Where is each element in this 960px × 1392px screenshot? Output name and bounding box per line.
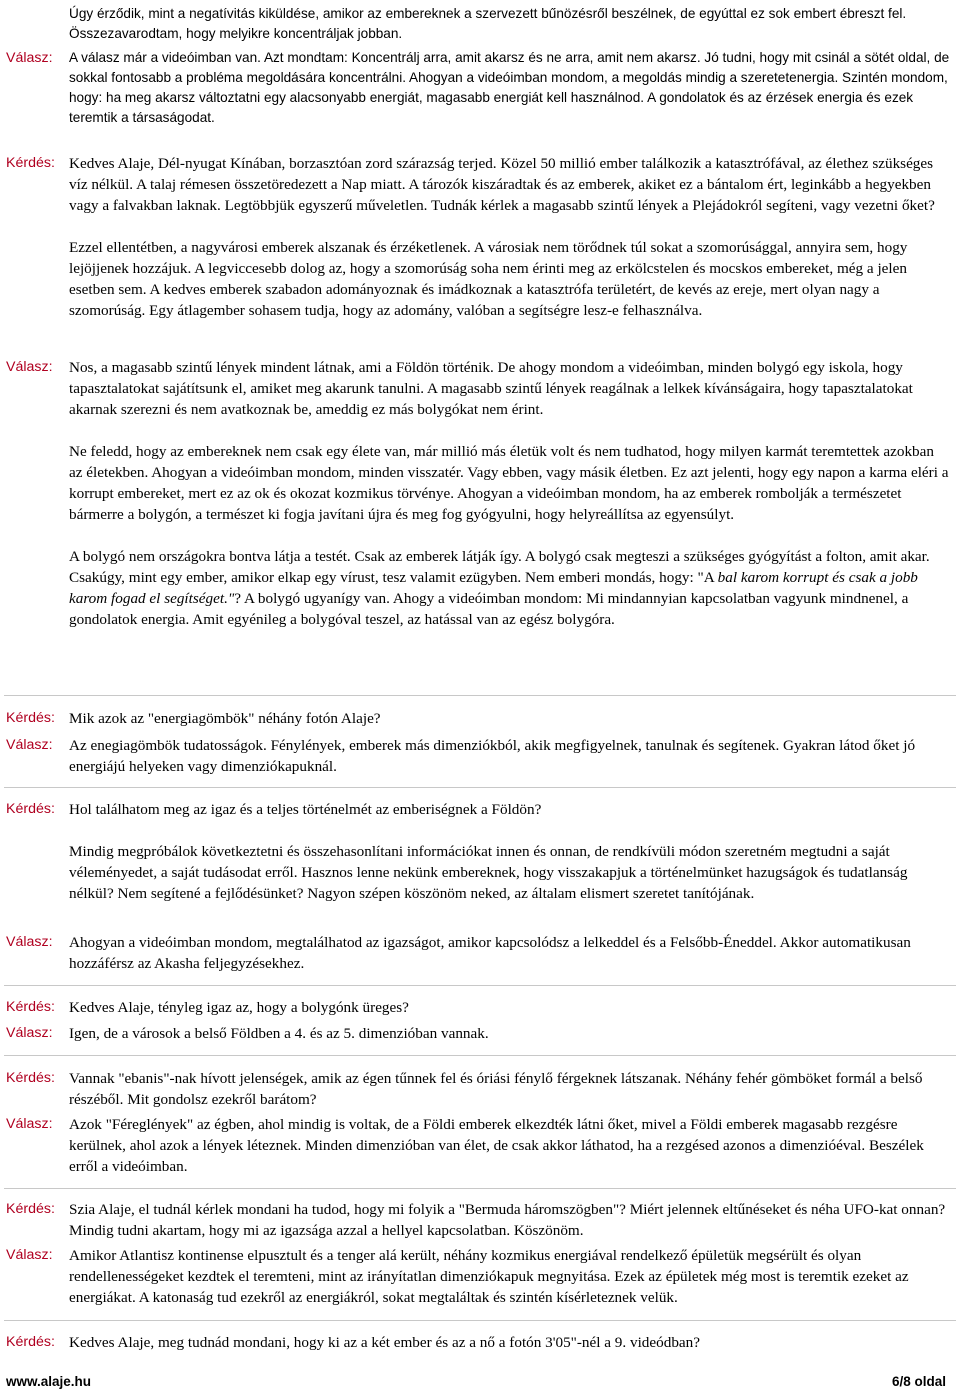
answer-label: Válasz:	[6, 50, 53, 66]
question-8	[0, 1332, 960, 1353]
divider	[4, 985, 956, 986]
question-label: Kérdés:	[6, 999, 55, 1015]
answer-2	[0, 357, 960, 630]
question-2	[0, 153, 960, 321]
question-label: Kérdés:	[6, 1334, 55, 1350]
question-5-text: Kedves Alaje, tényleg igaz az, hogy a bolygónk üreges?	[69, 999, 409, 1016]
answer-2-paragraph-3	[69, 546, 951, 630]
question-label: Kérdés:	[6, 1201, 55, 1217]
answer-7	[0, 1245, 960, 1308]
answer-2-paragraph-1: Nos, a magasabb szintű lények mindent látnak, ami a Földön történik. De ahogy mondom a videóimban, minden bolygó egy iskola, hogy tapasztalatokat sajátítsunk el, amiket meg akarunk tanulni. A magasabb szintű lények reagálnak a lelkek kívánságaira, hogy tapasztalatokat akarnak szerezni és nem avatkoznak be, ameddig ez más bolygókat nem érint.	[69, 359, 913, 418]
divider	[4, 695, 956, 696]
answer-4	[0, 932, 960, 974]
question-label: Kérdés:	[6, 710, 55, 726]
answer-label: Válasz:	[6, 1247, 53, 1263]
answer-label: Válasz:	[6, 1025, 53, 1041]
question-7	[0, 1199, 960, 1241]
answer-5-text: Igen, de a városok a belső Földben a 4. és az 5. dimenzióban vannak.	[69, 1025, 489, 1042]
answer-2-text	[69, 357, 951, 630]
intro-text: Úgy érződik, mint a negatívitás kiküldése, amikor az embereknek a szervezett bűnözésről beszélnek, de egyúttal ez sok embert ébreszt fel. Összezavarodtam, hogy melyikre koncentráljak jobban.	[69, 6, 907, 41]
question-label: Kérdés:	[6, 801, 55, 817]
answer-label: Válasz:	[6, 1116, 53, 1132]
question-4-paragraph-2: Mindig megpróbálok következtetni és összehasonlítani információkat innen és onnan, de rendkívüli módon szeretném megtudni a saját véleményedet, a saját tudásodat erről. Hasznos lenne nekünk embereknek, hogy visszakapjuk a történelmünket hazugságok és tudatlanság nélkül? Nem segítené a fejlődésünket? Nagyon szépen köszönöm neked, az általam elismert szeretet tanítójának.	[69, 843, 908, 902]
question-7-text: Szia Alaje, el tudnál kérlek mondani ha tudod, hogy mi folyik a "Bermuda háromszögben"? Miért jelennek eltűnéseket és néha UFO-kat onnan? Mindig tudni akartam, hogy mi az igazsága azzal a hellyel kapcsolatban. Köszönöm.	[69, 1201, 946, 1239]
question-6-text: Vannak "ebanis"-nak hívott jelenségek, amik az égen tűnnek fel és óriási fénylő férgeknek látszanak. Néhány fehér gömböket formál a belső részéből. Mit gondolsz ezekről barátom?	[69, 1070, 923, 1108]
answer-4-text: Ahogyan a videóimban mondom, megtalálhatod az igazságot, amikor kapcsolódsz a lelkeddel és a Felsőbb-Éneddel. Akkor automatikusan hozzáférsz az Akasha feljegyzésekhez.	[69, 934, 911, 972]
divider	[4, 787, 956, 788]
answer-7-text: Amikor Atlantisz kontinense elpusztult és a tenger alá került, néhány kozmikus energiával rendelkező épületük megsérült és olyan rendellenességeket kezdtek el teremteni, mint az irányítatlan dimenziókapuk megnyitása. Ezek az épületek még most is teremtik ezeket az energiákat. A katonaság tud ezekről az energiákról, sokat megtaláltak és szintén kísérleteznek velük.	[69, 1247, 909, 1306]
answer-2-p3-end: ? A bolygó ugyanígy van. Ahogy a videóimban mondom: Mi mindannyian kapcsolatban vagyunk mindnenel, a gondolatok energia. Amit egyénileg a bolygóval teszel, az hatással van az egész bolygóra.	[69, 590, 909, 628]
question-2-text	[69, 153, 951, 321]
divider	[4, 1055, 956, 1056]
answer-2-p3-start: A bolygó nem országokra bontva látja a testét. Csak az emberek látják így. A bolygó csak megteszi a szükséges gyógyítást a folton, amit akar. Csakúgy, mint egy ember, amikor elkap egy vírust, tesz valamit ezügyben. Nem emberi mondás, hogy: "A	[69, 548, 930, 586]
answer-6-text: Azok "Féreglények" az égben, ahol mindig is voltak, de a Földi emberek elkezdték látni őket, mivel a Földi emberek magasabb rezgésre kerülnek, ahol azok a lények léteznek. Minden dimenzióban van élet, de csak akkor láthatod, ha a rezgésed azonos a dimenzióéval. Beszélek erről a videóimban.	[69, 1116, 924, 1175]
answer-label: Válasz:	[6, 934, 53, 950]
question-4-text	[69, 799, 951, 904]
answer-label: Válasz:	[6, 737, 53, 753]
question-2-paragraph-2: Ezzel ellentétben, a nagyvárosi emberek alszanak és érzéketlenek. A városiak nem törődnek túl sokat a szomorúsággal, annyira sem, hogy lejöjjenek hozzájuk. A legviccesebb dolog az, hogy a szomorúság soha nem érinti meg az erkölcstelen és mocskos embereket, még a jelen esetben sem. A kedves emberek szabadon adományoznak és imádkoznak a katasztrófa területért, de kevés az ereje, mert olyan nagy a szomorúság. Egy átlagember sohasem tudja, hogy az adomány, valóban a segítségre lesz-e felhasználva.	[69, 239, 908, 319]
question-6	[0, 1068, 960, 1110]
answer-6	[0, 1114, 960, 1177]
divider	[4, 1188, 956, 1189]
answer-3-text: Az enegiagömbök tudatosságok. Fénylények, emberek más dimenziókból, akik megfigyelnek, tanulnak és segítenek. Gyakran látod őket jó energiájú helyeken vagy dimenziókapuknál.	[69, 737, 916, 775]
answer-3	[0, 735, 960, 777]
question-label: Kérdés:	[6, 155, 55, 171]
intro-question-continuation	[0, 4, 960, 44]
question-label: Kérdés:	[6, 1070, 55, 1086]
page-footer	[0, 1372, 960, 1392]
answer-2-paragraph-2: Ne feledd, hogy az embereknek nem csak egy élete van, már millió más életük volt és nem tudhatod, hogy milyen karmát teremtettek azokban az életekben. Ahogyan a videóimban mondom, minden visszatér. Vagy ebben, vagy másik életben. Ez azt jelenti, hogy egy napon a karma eléri a korrupt embereket, mert ez az ok és okozat kozmikus törvénye. Ahogyan a videóimban mondom, ha az emberek rombolják a természetet bármerre a bolygón, a természet ki fogja javítani újra és meg fog gyógyulni, hogy helyreállítsa az egyensúlyt.	[69, 443, 949, 523]
footer-site-link[interactable]: www.alaje.hu	[6, 1374, 92, 1389]
question-8-text: Kedves Alaje, meg tudnád mondani, hogy ki az a két ember és az a nő a fotón 3'05"-nél a 9. videódban?	[69, 1334, 700, 1351]
question-3	[0, 708, 960, 729]
answer-5	[0, 1023, 960, 1044]
answer-1-text: A válasz már a videóimban van. Azt mondtam: Koncentrálj arra, amit akarsz és ne arra, amit nem akarsz. Jó tudni, hogy mit csinál a sötét oldal, de sokkal fontosabb a probléma megoldására koncentrálni. Ahogyan a videóimban mondom, a megoldás mindig a szeretetenergia. Szintén mondom, hogy: ha meg akarsz változtatni egy alacsonyabb energiát, magasabb energiát kell használnod. A gondolatok és az érzések energia és ezek teremtik a társaságodat.	[69, 50, 950, 125]
footer-page-number: 6/8 oldal	[891, 1374, 946, 1389]
answer-1	[0, 48, 960, 128]
question-4	[0, 799, 960, 904]
answer-label: Válasz:	[6, 359, 53, 375]
divider	[4, 1320, 956, 1321]
question-5	[0, 997, 960, 1018]
question-3-text: Mik azok az "energiagömbök" néhány fotón Alaje?	[69, 710, 381, 727]
question-2-paragraph-1: Kedves Alaje, Dél-nyugat Kínában, borzasztóan zord szárazság terjed. Közel 50 millió ember találkozik a katasztrófával, az élethez szükséges víz nélkül. A talaj rémesen összetöredezett a Nap miatt. A tározók kiszáradtak és az emberek, akiket ez a bántalom ért, leginkább a hegyekben vagy a falvakban laknak. Legtöbbjük egyszerű műveletlen. Tudnák kérlek a magasabb szintű lények a Plejádokról segíteni, vagy vezetni őket?	[69, 155, 935, 214]
question-4-paragraph-1: Hol találhatom meg az igaz és a teljes történelmét az emberiségnek a Földön?	[69, 801, 542, 818]
answer-2-quote: bal karom korrupt és csak a jobb karom fogad el segítséget."	[69, 569, 918, 607]
